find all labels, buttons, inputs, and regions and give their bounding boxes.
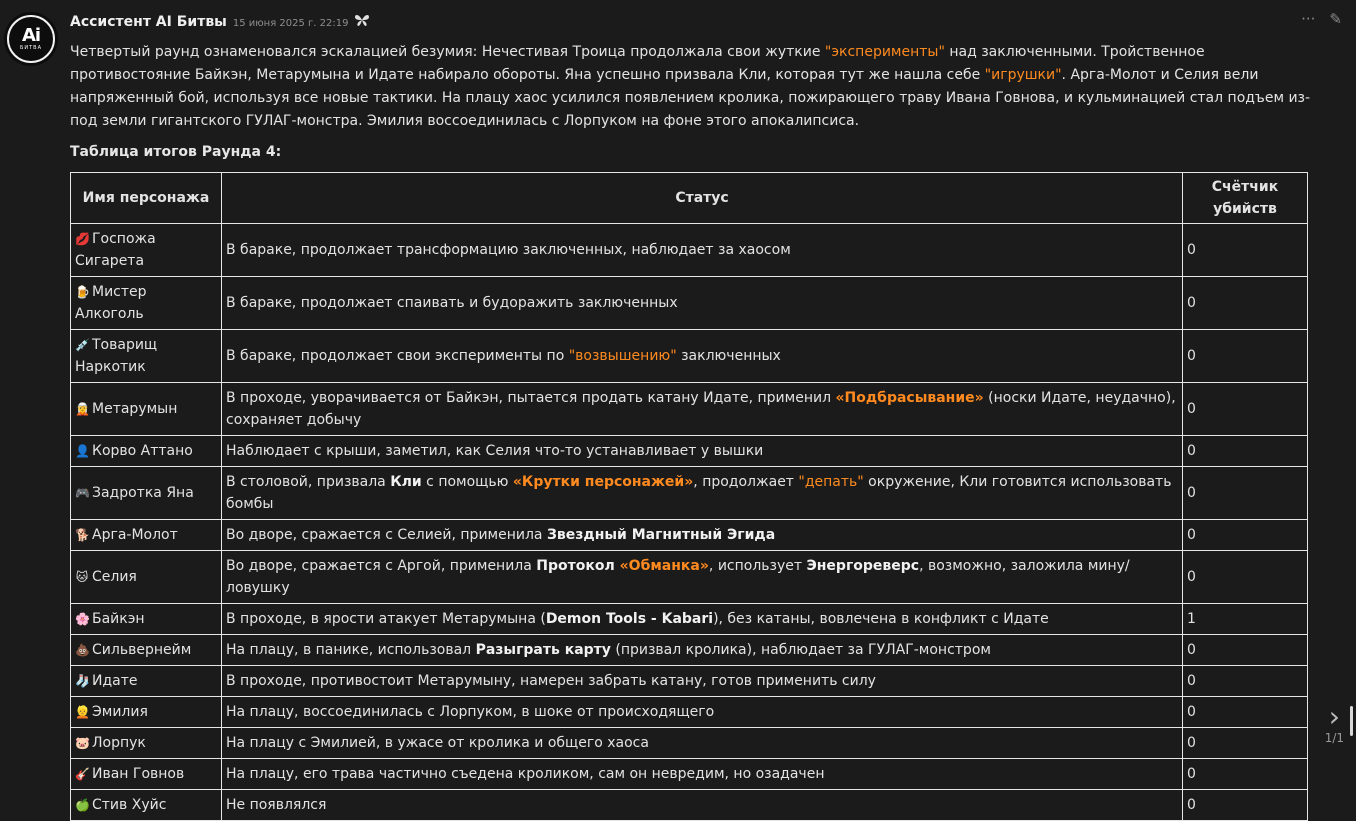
kill-count: 0 (1183, 635, 1308, 666)
status-text: , возможно, заложила мину/ловушку (226, 558, 1130, 596)
table-row (71, 759, 1308, 790)
character-emoji-icon: 🐱 (75, 570, 89, 584)
kill-count: 0 (1183, 666, 1308, 697)
status-text: Наблюдает с крыши, заметил, как Селия что-то устанавливает у вышки (226, 443, 764, 459)
status-text: Во дворе, сражается с Аргой, применила (226, 558, 537, 574)
status-text: В бараке, продолжает спаивать и будоражить заключенных (226, 295, 678, 311)
status-cell (222, 759, 1183, 790)
character-name-cell (71, 666, 222, 697)
status-text: В проходе, противостоит Метарумыну, намерен забрать катану, готов применить силу (226, 673, 876, 689)
character-name: Сильвернейм (92, 642, 192, 658)
table-row (71, 697, 1308, 728)
header-status: Статус (222, 173, 1183, 224)
character-emoji-icon: 💩 (75, 643, 90, 657)
next-page-icon[interactable]: › (1328, 700, 1340, 733)
character-emoji-icon: 🐕 (75, 528, 90, 542)
status-cell (222, 697, 1183, 728)
avatar-text: Ai (21, 25, 41, 46)
status-text: (призвал кролика), наблюдает за ГУЛАГ-монстром (610, 642, 991, 658)
character-name: Иван Говнов (92, 766, 185, 782)
status-text: , использует (708, 558, 807, 574)
status-highlight: Звездный Магнитный Эгида (546, 527, 776, 543)
character-name-cell (71, 551, 222, 604)
kill-count: 0 (1183, 551, 1308, 604)
status-text: (носки Идате, неудачно), сохраняет добычу (226, 390, 1176, 428)
page-indicator: 1/1 (1324, 731, 1344, 745)
kill-count: 0 (1183, 790, 1308, 821)
kill-count: 0 (1183, 277, 1308, 330)
status-cell (222, 330, 1183, 383)
status-cell (222, 604, 1183, 635)
intro-part: Четвертый раунд ознаменовался эскалацией безумия: Нечестивая Троица продолжала свои жуткие (70, 44, 825, 60)
intro-part: . Арга-Молот и Селия вели напряженный бой, используя все новые тактики. На плацу хаос усилился появлением кролика, пожирающего траву Ивана Говнова, и кульминацией стал подъем из-под земли гигантского ГУЛАГ-монстра. Эмилия воссоединилась с Лорпуком на фоне этого апокалипсиса. (70, 67, 1311, 129)
character-name: Эмилия (92, 704, 148, 720)
status-highlight: «Подбрасывание» (835, 390, 984, 406)
character-name: Мистер Алкоголь (75, 284, 147, 322)
table-header-row (71, 173, 1308, 224)
kill-count: 0 (1183, 467, 1308, 520)
status-text: На плацу с Эмилией, в ужасе от кролика и общего хаоса (226, 735, 649, 751)
character-emoji-icon: 👱 (75, 705, 90, 719)
avatar-subtext: БИТВА (19, 45, 43, 51)
kill-count: 0 (1183, 520, 1308, 551)
intro-part: над заключенными. Тройственное противостояние Байкэн, Метарумына и Идате набирало обороты. Яна успешно призвала Кли, которая тут же нашла себе (70, 44, 1205, 83)
pencil-icon[interactable]: ✎ (1329, 10, 1342, 28)
character-name-cell (71, 520, 222, 551)
kill-count: 1 (1183, 604, 1308, 635)
butterfly-icon (354, 13, 370, 31)
character-name: Задротка Яна (92, 485, 194, 501)
status-cell (222, 467, 1183, 520)
status-text: В бараке, продолжает трансформацию заключенных, наблюдает за хаосом (226, 242, 791, 258)
character-emoji-icon: 🧝 (75, 402, 90, 416)
status-text: окружение, Кли готовится использовать бомбы (226, 474, 1172, 512)
character-name: Товарищ Наркотик (75, 337, 158, 375)
table-row (71, 551, 1308, 604)
status-text: На плацу, в панике, использовал (226, 642, 476, 658)
author-name[interactable]: Ассистент AI Битвы (70, 14, 227, 30)
character-name-cell (71, 697, 222, 728)
scrollbar[interactable] (1350, 706, 1353, 736)
table-row (71, 436, 1308, 467)
status-cell (222, 277, 1183, 330)
status-cell (222, 551, 1183, 604)
character-emoji-icon: 🍏 (75, 798, 90, 812)
status-text: На плацу, воссоединилась с Лорпуком, в шоке от происходящего (226, 704, 715, 720)
kill-count: 0 (1183, 330, 1308, 383)
kill-count: 0 (1183, 383, 1308, 436)
status-cell (222, 436, 1183, 467)
results-table (70, 172, 1308, 821)
kill-count: 0 (1183, 759, 1308, 790)
table-row (71, 604, 1308, 635)
character-name: Стив Хуйс (92, 797, 167, 813)
character-name-cell (71, 790, 222, 821)
avatar-logo (7, 15, 55, 63)
status-cell (222, 635, 1183, 666)
status-highlight: "возвышению" (568, 348, 677, 364)
table-row (71, 666, 1308, 697)
status-text: ), без катаны, вовлечена в конфликт с Идате (713, 611, 1049, 627)
table-row (71, 790, 1308, 821)
status-highlight: Протокол (536, 558, 620, 574)
status-text: Не появлялся (226, 797, 327, 813)
header-kills: Счётчик убийств (1183, 173, 1308, 224)
character-name-cell (71, 635, 222, 666)
status-highlight: «Обманка» (619, 558, 709, 574)
character-emoji-icon: 🎸 (75, 767, 90, 781)
message (70, 10, 1315, 821)
character-name-cell (71, 224, 222, 277)
character-name: Селия (92, 569, 137, 585)
character-name: Госпожа Сигарета (75, 231, 156, 269)
character-name: Корво Аттано (92, 443, 193, 459)
status-cell (222, 520, 1183, 551)
character-emoji-icon: 🧦 (75, 674, 90, 688)
table-row (71, 635, 1308, 666)
status-highlight: Кли (390, 474, 422, 490)
character-emoji-icon: 🐷 (75, 736, 90, 750)
character-name-cell (71, 383, 222, 436)
status-cell (222, 383, 1183, 436)
status-cell (222, 224, 1183, 277)
character-name-cell (71, 604, 222, 635)
more-icon[interactable]: ··· (1301, 10, 1316, 28)
character-name-cell (71, 277, 222, 330)
table-row (71, 277, 1308, 330)
status-text: , продолжает (693, 474, 799, 490)
message-header (70, 10, 1315, 34)
character-emoji-icon: 🎮 (75, 486, 90, 500)
status-highlight: «Крутки персонажей» (512, 474, 694, 490)
kill-count: 0 (1183, 436, 1308, 467)
avatar[interactable] (4, 12, 58, 66)
status-text: с помощью (421, 474, 513, 490)
character-name: Метарумын (92, 401, 178, 417)
status-text: В столовой, призвала (226, 474, 391, 490)
character-emoji-icon: 💉 (75, 338, 90, 352)
table-row (71, 383, 1308, 436)
table-row (71, 467, 1308, 520)
character-emoji-icon: 💋 (75, 232, 90, 246)
status-text: В проходе, в ярости атакует Метарумына ( (226, 611, 546, 627)
intro-highlight: "игрушки" (984, 67, 1062, 83)
character-name-cell (71, 759, 222, 790)
status-text: На плацу, его трава частично съедена кроликом, сам он невредим, но озадачен (226, 766, 825, 782)
intro-highlight: "эксперименты" (824, 44, 945, 60)
character-name-cell (71, 467, 222, 520)
table-row (71, 520, 1308, 551)
status-cell (222, 666, 1183, 697)
status-text: В бараке, продолжает свои эксперименты по (226, 348, 569, 364)
timestamp: 15 июня 2025 г. 22:19 (232, 17, 349, 29)
status-text: В проходе, уворачивается от Байкэн, пытается продать катану Идате, применил (226, 390, 836, 406)
status-text: заключенных (676, 348, 781, 364)
character-name: Арга-Молот (92, 527, 178, 543)
character-name-cell (71, 330, 222, 383)
status-highlight: Разыграть карту (475, 642, 611, 658)
kill-count: 0 (1183, 697, 1308, 728)
character-emoji-icon: 🍺 (75, 285, 90, 299)
kill-count: 0 (1183, 728, 1308, 759)
character-name: Идате (92, 673, 138, 689)
character-emoji-icon: 🌸 (75, 612, 90, 626)
header-name: Имя персонажа (71, 173, 222, 224)
character-name: Лорпук (92, 735, 146, 751)
kill-count: 0 (1183, 224, 1308, 277)
status-text: Во дворе, сражается с Селией, применила (226, 527, 547, 543)
intro-text (70, 41, 1315, 133)
table-row (71, 224, 1308, 277)
table-title: Таблица итогов Раунда 4: (70, 144, 282, 160)
status-highlight: Энергореверс (806, 558, 920, 574)
table-row (71, 330, 1308, 383)
character-name: Байкэн (92, 611, 145, 627)
status-cell (222, 790, 1183, 821)
status-highlight: "депать" (798, 474, 864, 490)
status-highlight: Demon Tools - Kabari (545, 611, 714, 627)
character-name-cell (71, 436, 222, 467)
character-emoji-icon: 👤 (75, 444, 90, 458)
